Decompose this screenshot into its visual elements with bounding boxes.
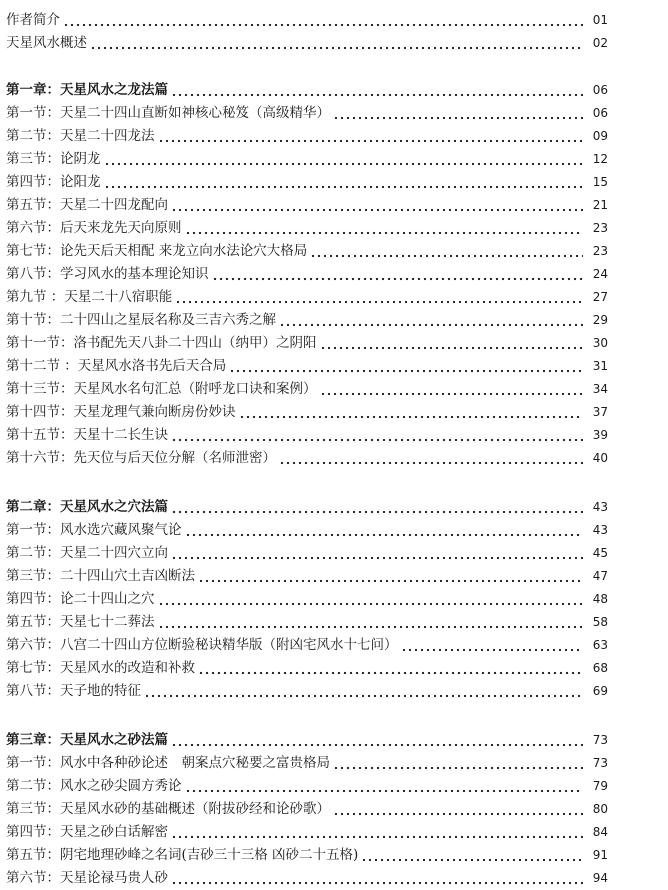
toc-section bbox=[6, 240, 608, 263]
section-page: 69 bbox=[592, 684, 608, 698]
toc-section bbox=[6, 844, 608, 867]
dot-leader bbox=[279, 309, 583, 332]
toc-section bbox=[6, 588, 608, 611]
dot-leader bbox=[158, 125, 584, 148]
dot-leader bbox=[185, 519, 584, 542]
toc-section bbox=[6, 309, 608, 332]
dot-leader bbox=[239, 401, 584, 424]
toc-section bbox=[6, 424, 608, 447]
section-label: 第四节：论阳龙 bbox=[6, 174, 101, 190]
dot-leader bbox=[171, 424, 583, 447]
section-label: 第四节：天星之砂白话解密 bbox=[6, 824, 168, 840]
toc-section bbox=[6, 680, 608, 703]
section-page: 06 bbox=[592, 106, 608, 120]
dot-leader bbox=[158, 588, 584, 611]
section-label: 第十五节：天星十二长生诀 bbox=[6, 427, 168, 443]
toc-section bbox=[6, 171, 608, 194]
chapter-page: 73 bbox=[592, 733, 608, 747]
toc-section bbox=[6, 752, 608, 775]
dot-leader bbox=[171, 194, 583, 217]
dot-leader bbox=[333, 752, 583, 775]
section-label: 第五节：天星二十四龙配向 bbox=[6, 197, 168, 213]
toc-entry-overview bbox=[6, 32, 608, 55]
dot-leader bbox=[171, 729, 583, 752]
toc-section bbox=[6, 148, 608, 171]
section-label: 第二节：风水之砂尖圆方秀论 bbox=[6, 778, 182, 794]
section-page: 29 bbox=[592, 313, 608, 327]
spacer bbox=[6, 703, 608, 729]
dot-leader bbox=[212, 263, 584, 286]
section-label: 第五节：天星七十二葬法 bbox=[6, 614, 155, 630]
toc-section bbox=[6, 286, 608, 309]
section-page: 47 bbox=[592, 569, 608, 583]
section-label: 第一节：天星二十四山直断如神核心秘笈（高级精华） bbox=[6, 105, 330, 121]
toc-section bbox=[6, 378, 608, 401]
chapter-heading bbox=[6, 729, 608, 752]
toc-section bbox=[6, 217, 608, 240]
toc-section bbox=[6, 542, 608, 565]
dot-leader bbox=[361, 844, 583, 867]
toc-section bbox=[6, 125, 608, 148]
spacer bbox=[6, 470, 608, 496]
section-page: 58 bbox=[592, 615, 608, 629]
section-page: 80 bbox=[592, 802, 608, 816]
section-page: 15 bbox=[592, 175, 608, 189]
toc-entry-label: 天星风水概述 bbox=[6, 35, 87, 51]
section-page: 79 bbox=[592, 779, 608, 793]
section-label: 第十节：二十四山之星辰名称及三吉六秀之解 bbox=[6, 312, 276, 328]
chapter-page: 06 bbox=[592, 83, 608, 97]
dot-leader bbox=[144, 680, 583, 703]
section-page: 68 bbox=[592, 661, 608, 675]
toc-section bbox=[6, 519, 608, 542]
dot-leader bbox=[310, 240, 583, 263]
section-page: 31 bbox=[592, 359, 608, 373]
toc-section bbox=[6, 332, 608, 355]
toc-section bbox=[6, 565, 608, 588]
toc-section bbox=[6, 263, 608, 286]
chapter-title: 第三章：天星风水之砂法篇 bbox=[6, 732, 168, 748]
toc-section bbox=[6, 821, 608, 844]
section-page: 34 bbox=[592, 382, 608, 396]
toc-section bbox=[6, 355, 608, 378]
section-label: 第一节：风水中各种砂论述 朝案点穴秘要之富贵格局 bbox=[6, 755, 330, 771]
section-page: 30 bbox=[592, 336, 608, 350]
section-page: 23 bbox=[592, 244, 608, 258]
section-page: 48 bbox=[592, 592, 608, 606]
dot-leader bbox=[175, 286, 583, 309]
dot-leader bbox=[333, 798, 583, 821]
section-label: 第一节：风水选穴藏风聚气论 bbox=[6, 522, 182, 538]
section-label: 第二节：天星二十四龙法 bbox=[6, 128, 155, 144]
toc-entry-page: 01 bbox=[592, 13, 608, 27]
toc-section bbox=[6, 775, 608, 798]
dot-leader bbox=[104, 171, 584, 194]
section-label: 第十三节：天星风水名句汇总（附呼龙口诀和案例） bbox=[6, 381, 317, 397]
toc-section bbox=[6, 657, 608, 680]
section-label: 第十六节：先天位与后天位分解（名师泄密） bbox=[6, 450, 276, 466]
chapter-heading bbox=[6, 496, 608, 519]
section-label: 第九节 ：天星二十八宿职能 bbox=[6, 289, 173, 305]
dot-leader bbox=[171, 821, 583, 844]
dot-leader bbox=[185, 217, 584, 240]
section-page: 40 bbox=[592, 451, 608, 465]
dot-leader bbox=[104, 148, 584, 171]
section-page: 43 bbox=[592, 523, 608, 537]
toc-entry-author-intro bbox=[6, 9, 608, 32]
section-page: 24 bbox=[592, 267, 608, 281]
section-label: 第六节：天星论禄马贵人砂 bbox=[6, 870, 168, 886]
section-label: 第三节：论阴龙 bbox=[6, 151, 101, 167]
toc-section bbox=[6, 611, 608, 634]
section-label: 第四节：论二十四山之穴 bbox=[6, 591, 155, 607]
table-of-contents bbox=[6, 9, 608, 890]
section-page: 27 bbox=[592, 290, 608, 304]
toc-entry-label: 作者简介 bbox=[6, 12, 60, 28]
chapter-heading bbox=[6, 79, 608, 102]
dot-leader bbox=[171, 542, 583, 565]
chapter-title: 第一章：天星风水之龙法篇 bbox=[6, 82, 168, 98]
section-label: 第三节：二十四山穴土吉凶断法 bbox=[6, 568, 195, 584]
section-page: 21 bbox=[592, 198, 608, 212]
section-page: 39 bbox=[592, 428, 608, 442]
dot-leader bbox=[333, 102, 583, 125]
section-page: 37 bbox=[592, 405, 608, 419]
dot-leader bbox=[90, 32, 583, 55]
chapter-title: 第二章：天星风水之穴法篇 bbox=[6, 499, 168, 515]
section-page: 09 bbox=[592, 129, 608, 143]
section-label: 第二节：天星二十四穴立向 bbox=[6, 545, 168, 561]
section-label: 第六节：后天来龙先天向原则 bbox=[6, 220, 182, 236]
section-label: 第十一节：洛书配先天八卦二十四山（纳甲）之阴阳 bbox=[6, 335, 317, 351]
dot-leader bbox=[185, 775, 584, 798]
section-page: 45 bbox=[592, 546, 608, 560]
section-page: 73 bbox=[592, 756, 608, 770]
section-page: 23 bbox=[592, 221, 608, 235]
section-label: 第八节：天子地的特征 bbox=[6, 683, 141, 699]
dot-leader bbox=[401, 634, 584, 657]
toc-section bbox=[6, 194, 608, 217]
dot-leader bbox=[171, 496, 583, 519]
section-label: 第十四节：天星龙理气兼向断房份妙诀 bbox=[6, 404, 236, 420]
dot-leader bbox=[198, 565, 583, 588]
chapter-page: 43 bbox=[592, 500, 608, 514]
dot-leader bbox=[63, 9, 583, 32]
toc-section bbox=[6, 798, 608, 821]
spacer bbox=[6, 55, 608, 79]
toc-section bbox=[6, 401, 608, 424]
toc-entry-page: 02 bbox=[592, 36, 608, 50]
section-page: 94 bbox=[592, 871, 608, 885]
dot-leader bbox=[158, 611, 584, 634]
dot-leader bbox=[320, 332, 584, 355]
section-page: 91 bbox=[592, 848, 608, 862]
dot-leader bbox=[171, 867, 583, 890]
dot-leader bbox=[229, 355, 583, 378]
toc-section bbox=[6, 447, 608, 470]
section-label: 第八节：学习风水的基本理论知识 bbox=[6, 266, 209, 282]
section-label: 第六节：八宫二十四山方位断验秘诀精华版（附凶宅风水十七问） bbox=[6, 637, 398, 653]
section-label: 第七节：天星风水的改造和补救 bbox=[6, 660, 195, 676]
toc-section bbox=[6, 634, 608, 657]
toc-section bbox=[6, 867, 608, 890]
dot-leader bbox=[279, 447, 583, 470]
dot-leader bbox=[320, 378, 584, 401]
toc-section bbox=[6, 102, 608, 125]
dot-leader bbox=[198, 657, 583, 680]
section-label: 第三节：天星风水砂的基础概述（附拔砂经和论砂歌） bbox=[6, 801, 330, 817]
section-label: 第十二节 ：天星风水洛书先后天合局 bbox=[6, 358, 227, 374]
section-page: 12 bbox=[592, 152, 608, 166]
section-label: 第五节：阴宅地理砂峰之名词(吉砂三十三格 凶砂二十五格) bbox=[6, 847, 359, 863]
section-page: 63 bbox=[592, 638, 608, 652]
dot-leader bbox=[171, 79, 583, 102]
section-page: 84 bbox=[592, 825, 608, 839]
section-label: 第七节：论先天后天相配 来龙立向水法论穴大格局 bbox=[6, 243, 308, 259]
